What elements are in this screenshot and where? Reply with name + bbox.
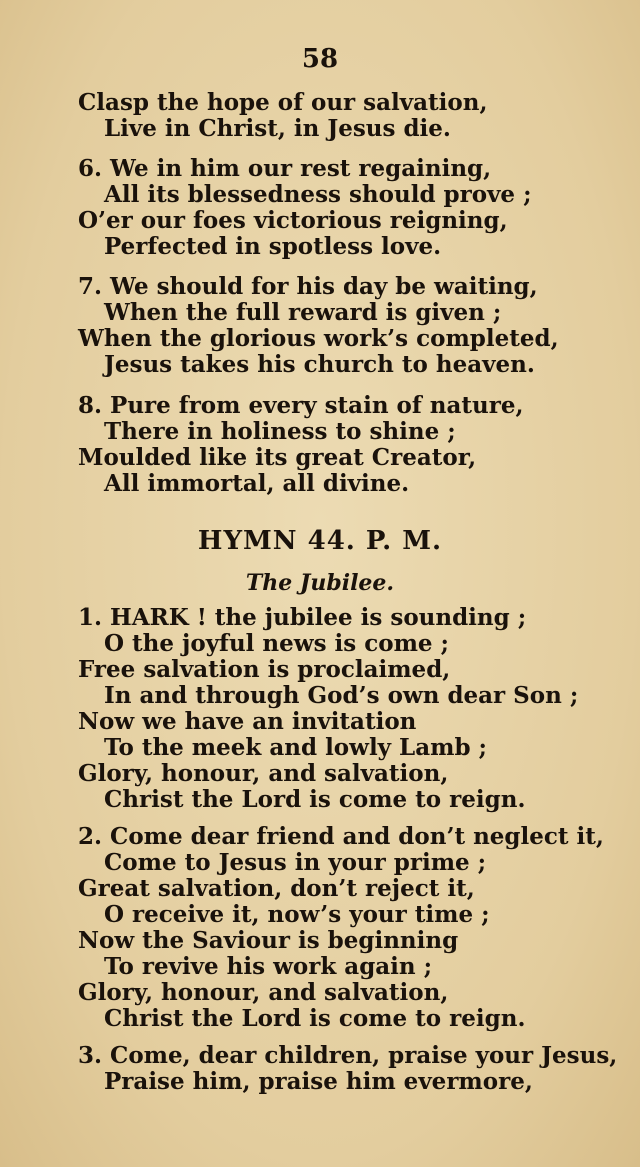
- verse-line: Live in Christ, in Jesus die.: [104, 115, 451, 142]
- verse-line: In and through God’s own dear Son ;: [104, 682, 579, 709]
- verse-line: Come to Jesus in your prime ;: [104, 849, 487, 876]
- verse-line: All immortal, all divine.: [104, 470, 410, 497]
- verse-line: Glory, honour, and salvation,: [78, 760, 449, 787]
- page-number: 58: [301, 44, 339, 74]
- verse-line: 3. Come, dear children, praise your Jesus,: [78, 1042, 618, 1069]
- verse-line: Moulded like its great Creator,: [78, 444, 477, 471]
- verse-line: Christ the Lord is come to reign.: [104, 1005, 526, 1032]
- verse-line: There in holiness to shine ;: [104, 418, 456, 445]
- verse-line: Christ the Lord is come to reign.: [104, 786, 526, 813]
- verse-line: To the meek and lowly Lamb ;: [104, 734, 488, 761]
- verse-line: Great salvation, don’t reject it,: [78, 875, 475, 902]
- verse-line: 8. Pure from every stain of nature,: [78, 392, 524, 419]
- verse-line: O’er our foes victorious reigning,: [78, 207, 508, 234]
- verse-line: When the full reward is given ;: [104, 299, 502, 326]
- verse-line: O receive it, now’s your time ;: [104, 901, 490, 928]
- verse-line: All its blessedness should prove ;: [104, 181, 532, 208]
- verse-line: Glory, honour, and salvation,: [78, 979, 449, 1006]
- verse-line: 2. Come dear friend and don’t neglect it,: [78, 823, 604, 850]
- hymn-subtitle: The Jubilee.: [245, 570, 395, 596]
- verse-line: Perfected in spotless love.: [104, 233, 442, 260]
- verse-line: O the joyful news is come ;: [104, 630, 450, 657]
- verse-line: Praise him, praise him evermore,: [104, 1068, 533, 1095]
- verse-line: Free salvation is proclaimed,: [78, 656, 451, 683]
- verse-line: 7. We should for his day be waiting,: [78, 273, 538, 300]
- hymn-title: HYMN 44. P. M.: [197, 526, 443, 556]
- verse-line: 1. HARK ! the jubilee is sounding ;: [78, 604, 527, 631]
- verse-line: Now we have an invitation: [78, 708, 417, 735]
- verse-line: Now the Saviour is beginning: [78, 927, 459, 954]
- verse-line: Clasp the hope of our salvation,: [78, 89, 488, 116]
- verse-line: 6. We in him our rest regaining,: [78, 155, 492, 182]
- verse-line: To revive his work again ;: [104, 953, 433, 980]
- verse-line: Jesus takes his church to heaven.: [104, 351, 535, 378]
- verse-line: When the glorious work’s completed,: [78, 325, 559, 352]
